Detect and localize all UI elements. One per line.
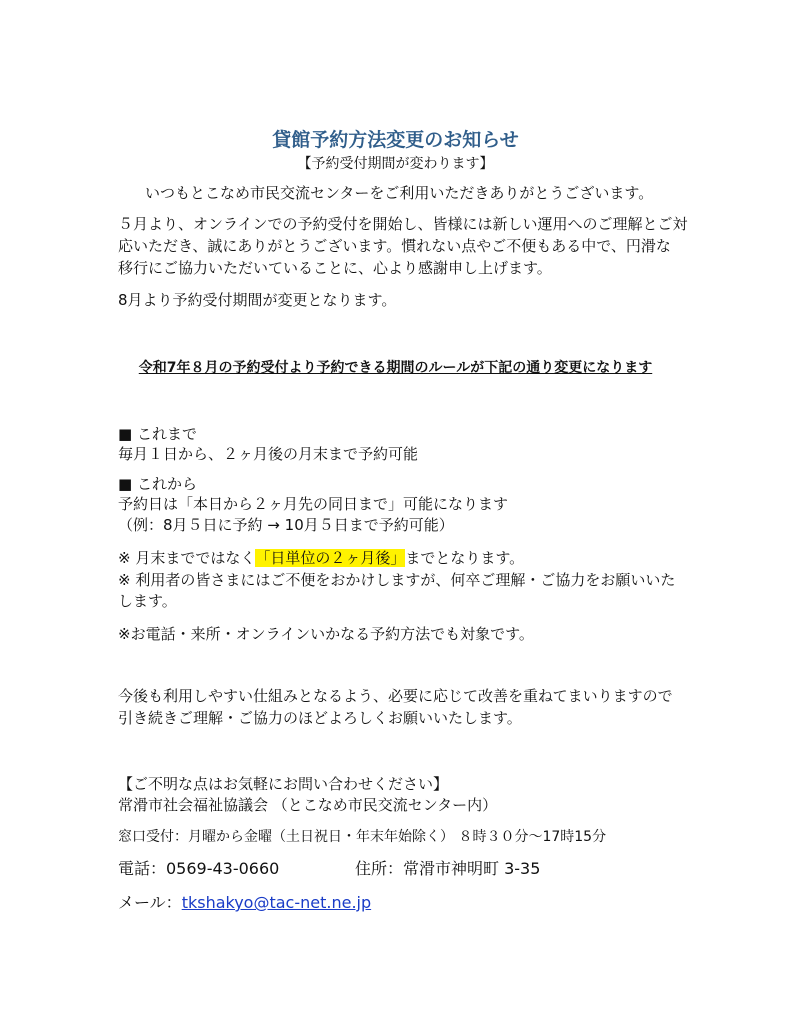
contact-phone: 電話：0569-43-0660 xyxy=(118,859,280,878)
intro-line-3: 移行にご協力いただいていることに、心より感謝申し上げます。 xyxy=(118,259,552,277)
intro-line-2: 応いただき、誠にありがとうございます。慣れない点やご不便もある中で、円滑な xyxy=(118,237,671,255)
page-title: 貸館予約方法変更のお知らせ xyxy=(272,129,519,151)
page-subtitle: 【予約受付期間が変わります】 xyxy=(297,156,494,172)
rule-heading: 令和7年８月の予約受付より予約できる期間のルールが下記の通り変更になります xyxy=(138,360,653,376)
note-1-prefix: ※ 月末までではなく xyxy=(118,549,256,567)
note-2-line-1: ※ 利用者の皆さまにはご不便をおかけしますが、何卒ご理解・ご協力をお願いいた xyxy=(118,571,676,589)
contact-hours: 窓口受付：月曜から金曜（土日祝日・年末年始除く） ８時３０分～17時15分 xyxy=(118,829,607,845)
after-text: 予約日は「本日から２ヶ月先の同日まで」可能になります xyxy=(118,495,509,513)
email-link[interactable]: tkshakyo@tac-net.ne.jp xyxy=(181,893,372,912)
note-2-line-2: します。 xyxy=(118,592,177,610)
before-label: ■ これまで xyxy=(118,425,197,443)
closing-line-1: 今後も利用しやすい仕組みとなるよう、必要に応じて改善を重ねてまいりますので xyxy=(118,687,673,705)
after-example: （例：8月５日に予約 → 10月５日まで予約可能） xyxy=(118,516,454,534)
contact-address: 住所：常滑市神明町 3-35 xyxy=(355,859,541,878)
contact-heading: 【ご不明な点はお気軽にお問い合わせください】 xyxy=(118,775,449,793)
greeting-text: いつもとこなめ市民交流センターをご利用いただきありがとうございます。 xyxy=(145,184,654,202)
contact-email-row xyxy=(118,893,371,913)
intro-line-1: ５月より、オンラインでの予約受付を開始し、皆様には新しい運用へのご理解とご対 xyxy=(118,215,688,233)
change-notice: 8月より予約受付期間が変更となります。 xyxy=(118,291,397,309)
after-label: ■ これから xyxy=(118,475,197,493)
closing-line-2: 引き続きご理解・ご協力のほどよろしくお願いいたします。 xyxy=(118,709,522,727)
note-1-highlight: 「日単位の２ヶ月後」 xyxy=(255,549,406,567)
email-label: メール： xyxy=(118,893,182,912)
note-1 xyxy=(118,548,524,568)
note-3: ※お電話・来所・オンラインいかなる予約方法でも対象です。 xyxy=(118,625,534,643)
note-1-suffix: までとなります。 xyxy=(405,549,525,567)
before-text: 毎月１日から、２ヶ月後の月末まで予約可能 xyxy=(118,445,419,463)
contact-organization: 常滑市社会福祉協議会 （とこなめ市民交流センター内） xyxy=(118,796,498,814)
